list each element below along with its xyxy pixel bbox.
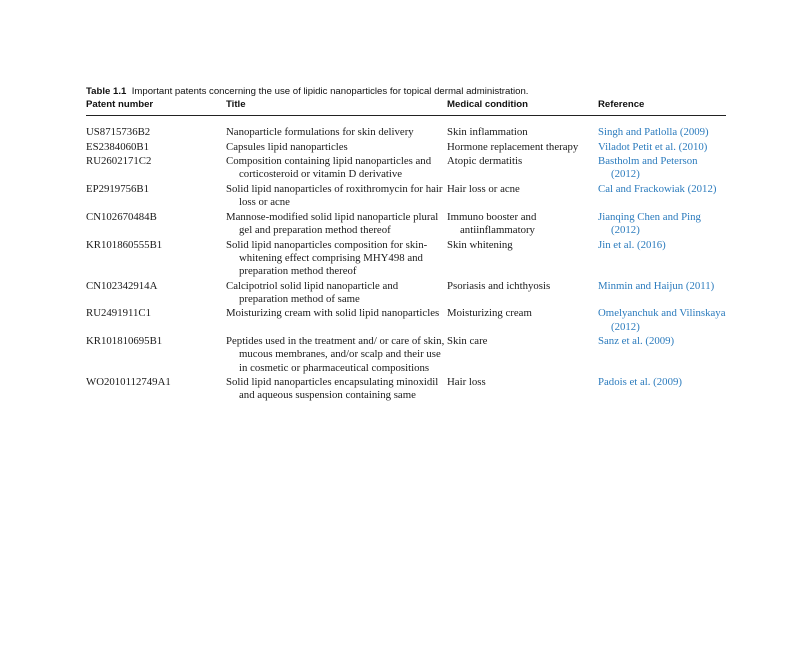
- header-title: Title: [226, 98, 447, 116]
- medical-condition-cell: [447, 307, 598, 335]
- title-cell: [226, 280, 447, 308]
- condition-text: Skin care: [447, 335, 488, 348]
- title-cell: [226, 116, 447, 141]
- reference-text[interactable]: Jin et al. (2016): [598, 238, 666, 251]
- reference-text[interactable]: Singh and Patlolla (2009): [598, 126, 709, 138]
- patent-number-cell: [86, 116, 226, 141]
- reference-cell[interactable]: [598, 155, 726, 183]
- patent-text: RU2602171C2: [86, 155, 152, 168]
- header-medical-condition: Medical condition: [447, 98, 598, 116]
- patent-number-cell: [86, 376, 226, 404]
- header-patent-number: Patent number: [86, 98, 226, 116]
- reference-cell[interactable]: [598, 376, 726, 404]
- table-caption-text: Important patents concerning the use of lipidic nanoparticles for topical dermal administration.: [131, 86, 529, 97]
- reference-text[interactable]: Viladot Petit et al. (2010): [598, 140, 708, 153]
- patent-number-cell: [86, 155, 226, 183]
- title-text: Peptides used in the treatment and/ or care of skin, mucous membranes, and/or scalp and their use in cosmetic or pharmaceutical compositions: [226, 335, 445, 374]
- condition-text: Skin inflammation: [447, 126, 528, 138]
- table-row: [86, 376, 726, 404]
- title-cell: [226, 211, 447, 239]
- patent-number-cell: [86, 307, 226, 335]
- patent-text: KR101860555B1: [86, 238, 163, 251]
- title-text: Composition containing lipid nanoparticles and corticosteroid or vitamin D derivative: [226, 155, 432, 181]
- reference-text[interactable]: Cal and Frackowiak (2012): [598, 182, 717, 195]
- reference-text[interactable]: Minmin and Haijun (2011): [598, 279, 715, 292]
- table-row: [86, 307, 726, 335]
- reference-text[interactable]: Sanz et al. (2009): [598, 335, 675, 348]
- title-cell: [226, 183, 447, 211]
- table-caption: [86, 86, 726, 98]
- reference-text[interactable]: Omelyanchuk and Vilinskaya (2012): [598, 307, 726, 333]
- medical-condition-cell: [447, 183, 598, 211]
- patent-text: WO2010112749A1: [86, 376, 171, 389]
- patent-table: [86, 98, 726, 404]
- medical-condition-cell: [447, 239, 598, 280]
- table-row: [86, 211, 726, 239]
- reference-cell[interactable]: [598, 183, 726, 211]
- medical-condition-cell: [447, 211, 598, 239]
- title-text: Mannose-modified solid lipid nanoparticle plural gel and preparation method thereof: [226, 210, 439, 236]
- condition-text: Atopic dermatitis: [447, 155, 523, 168]
- title-text: Solid lipid nanoparticles of roxithromycin for hair loss or acne: [226, 182, 443, 209]
- condition-text: Hormone replacement therapy: [447, 140, 579, 153]
- condition-text: Moisturizing cream: [447, 307, 532, 320]
- medical-condition-cell: [447, 280, 598, 308]
- condition-text: Skin whitening: [447, 238, 513, 251]
- table-row: [86, 335, 726, 376]
- table-row: [86, 239, 726, 280]
- title-cell: [226, 155, 447, 183]
- medical-condition-cell: [447, 116, 598, 141]
- title-cell: [226, 335, 447, 376]
- title-cell: [226, 239, 447, 280]
- title-text: Capsules lipid nanoparticles: [226, 140, 348, 153]
- title-text: Moisturizing cream with solid lipid nanoparticles: [226, 307, 440, 320]
- condition-text: Hair loss: [447, 376, 486, 389]
- reference-cell[interactable]: [598, 239, 726, 280]
- patent-text: US8715736B2: [86, 126, 151, 138]
- title-cell: [226, 376, 447, 404]
- table-header-row: [86, 98, 726, 116]
- patent-number-cell: [86, 335, 226, 376]
- condition-text: Immuno booster and antiinflammatory: [447, 210, 537, 236]
- medical-condition-cell: [447, 141, 598, 156]
- table-row: [86, 141, 726, 156]
- medical-condition-cell: [447, 155, 598, 183]
- reference-cell[interactable]: [598, 335, 726, 376]
- reference-cell[interactable]: [598, 141, 726, 156]
- patent-number-cell: [86, 183, 226, 211]
- patent-text: EP2919756B1: [86, 182, 149, 195]
- reference-cell[interactable]: [598, 280, 726, 308]
- table-row: [86, 155, 726, 183]
- patent-number-cell: [86, 211, 226, 239]
- table-row: [86, 116, 726, 141]
- medical-condition-cell: [447, 335, 598, 376]
- reference-text[interactable]: Padois et al. (2009): [598, 376, 682, 389]
- table-row: [86, 183, 726, 211]
- table-row: [86, 280, 726, 308]
- table-label: Table 1.1: [86, 86, 127, 97]
- patent-text: ES2384060B1: [86, 140, 149, 153]
- title-cell: [226, 307, 447, 335]
- patent-number-cell: [86, 141, 226, 156]
- patent-text: CN102670484B: [86, 210, 157, 223]
- title-text: Calcipotriol solid lipid nanoparticle and preparation method of same: [226, 279, 399, 305]
- title-cell: [226, 141, 447, 156]
- title-text: Nanoparticle formulations for skin delivery: [226, 126, 414, 138]
- reference-cell[interactable]: [598, 307, 726, 335]
- patent-text: KR101810695B1: [86, 335, 163, 348]
- reference-cell[interactable]: [598, 211, 726, 239]
- reference-text[interactable]: Bastholm and Peterson (2012): [598, 155, 698, 181]
- reference-text[interactable]: Jianqing Chen and Ping (2012): [598, 210, 701, 236]
- reference-cell[interactable]: [598, 116, 726, 141]
- patent-text: CN102342914A: [86, 279, 158, 292]
- medical-condition-cell: [447, 376, 598, 404]
- document-page: [86, 86, 726, 404]
- patent-text: RU2491911C1: [86, 307, 151, 320]
- condition-text: Psoriasis and ichthyosis: [447, 279, 551, 292]
- patent-number-cell: [86, 280, 226, 308]
- condition-text: Hair loss or acne: [447, 182, 520, 195]
- patent-number-cell: [86, 239, 226, 280]
- header-reference: Reference: [598, 98, 726, 116]
- title-text: Solid lipid nanoparticles composition for skin-whitening effect comprising MHY498 and preparation method thereof: [226, 238, 428, 277]
- title-text: Solid lipid nanoparticles encapsulating minoxidil and aqueous suspension containing same: [226, 376, 439, 402]
